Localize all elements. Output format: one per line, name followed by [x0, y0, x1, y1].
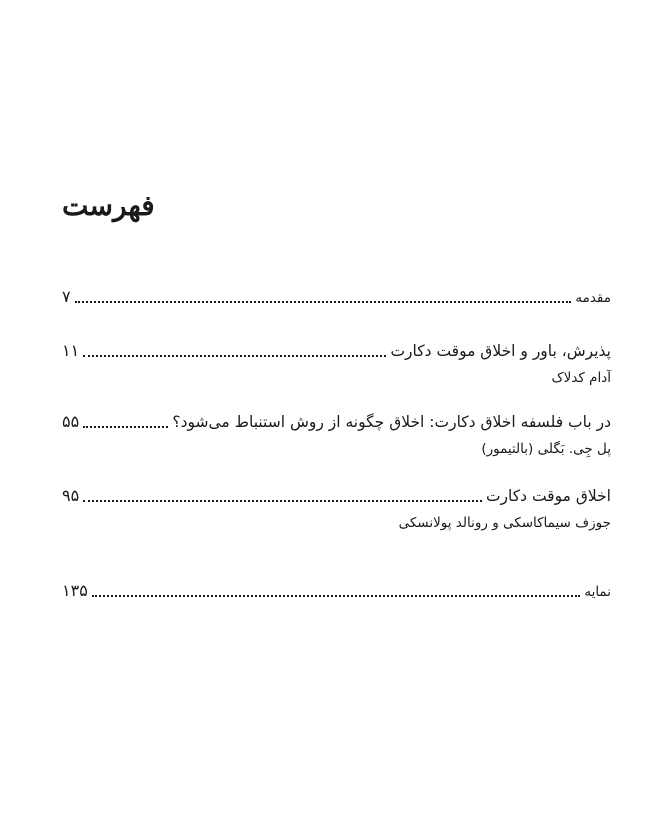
toc-page-number: ۱۱ — [62, 341, 80, 360]
toc-entry-chapter-1[interactable] — [62, 338, 611, 386]
toc-entry-title: پذیرش، باور و اخلاق موقت دکارت — [390, 341, 611, 360]
toc-entry-chapter-3[interactable] — [62, 483, 611, 531]
toc-entry-index[interactable] — [62, 578, 611, 604]
toc-line — [62, 338, 611, 364]
toc-entry-title: مقدمه — [575, 289, 611, 306]
leader-dots — [75, 301, 572, 303]
toc-entry-title: در باب فلسفه اخلاق دکارت: اخلاق چگونه از روش استنباط می‌شود؟ — [172, 412, 611, 431]
toc-line — [62, 483, 611, 509]
toc-entry-author: پل جِی. بَگلی (بالتیمور) — [481, 441, 611, 457]
toc-entry-introduction[interactable] — [62, 284, 611, 310]
toc-entry-chapter-2[interactable] — [62, 409, 611, 457]
toc-line — [62, 409, 611, 435]
page-title: فهرست — [62, 189, 155, 222]
leader-dots — [83, 355, 386, 357]
leader-dots — [92, 595, 581, 597]
toc-entry-author: آدام کدلاک — [551, 370, 611, 386]
leader-dots — [83, 426, 168, 428]
toc-page-number: ۹۵ — [62, 486, 80, 505]
toc-line — [62, 578, 611, 604]
toc-page-number: ۱۳۵ — [62, 581, 88, 600]
leader-dots — [83, 500, 482, 502]
toc-entry-title: نمایه — [584, 583, 611, 600]
toc-page-number: ۵۵ — [62, 412, 80, 431]
toc-line — [62, 284, 611, 310]
table-of-contents — [62, 0, 611, 838]
toc-entry-title: اخلاق موقت دکارت — [485, 486, 611, 505]
toc-page-number: ۷ — [62, 287, 71, 306]
toc-entry-author: جوزف سیماکاسکی و رونالد پولانسکی — [398, 515, 611, 531]
